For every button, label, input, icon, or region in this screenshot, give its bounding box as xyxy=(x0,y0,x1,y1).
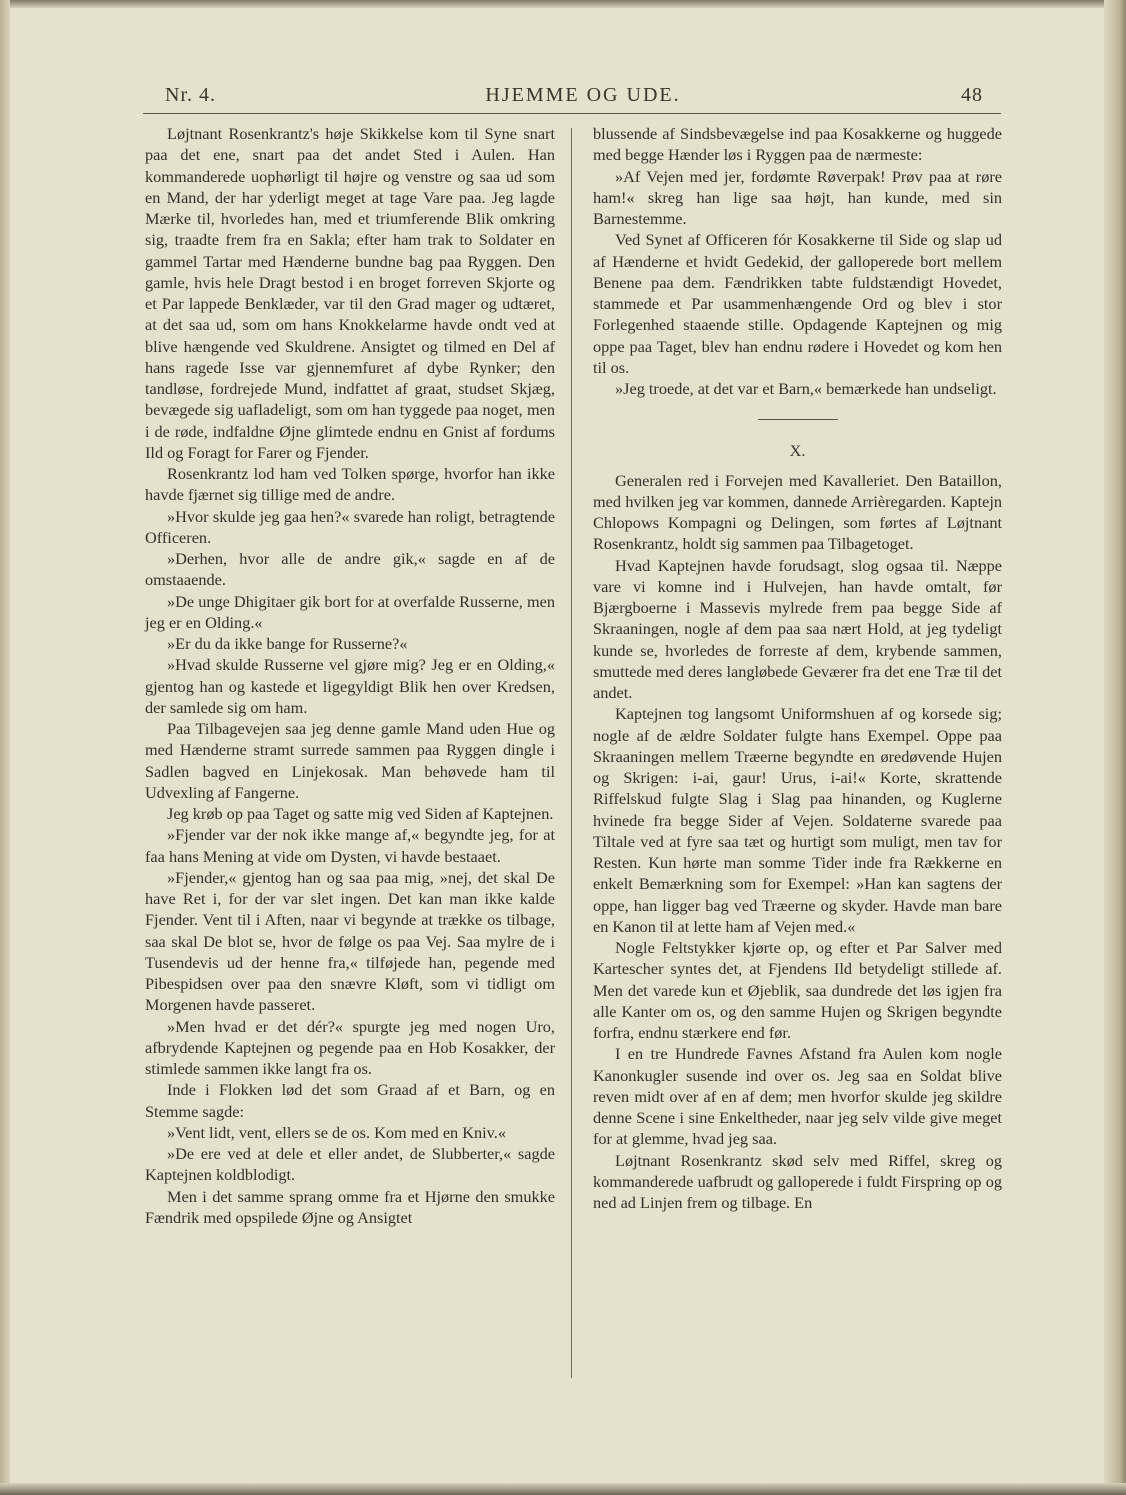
running-header xyxy=(165,84,1001,114)
paragraph: Løjtnant Rosenkrantz's høje Skikkelse kom til Syne snart paa det ene, snart paa det andet Sted i Aulen. Han kommanderede uophørligt til højre og venstre og saa ud som en Mand, der har yderligt meget at tage Vare paa. Jeg lagde Mærke til, hvorledes han, med et triumferende Blik omkring sig, traadte frem fra en Sakla; efter ham trak to Soldater en gammel Tartar med Hænderne bundne bag paa Ryggen. Den gamle, hvis hele Dragt bestod i en broget forreven Skjorte og et Par lappede Benklæder, var til den Grad mager og udtæret, at det saa ud, som om hans Knokkelarme havde ondt ved at blive hængende ved Skuldrene. Ansigtet og tilmed en Del af hans ragede Isse var gjennemfuret af dybe Rynker; den tandløse, fordrejede Mund, indfattet af graat, studset Skjæg, bevægede sig uafladeligt, som om han tyggede paa noget, men i de røde, indfaldne Øjne glimtede endnu en Gnist af fordums Ild og Foragt for Farer og Fjender. xyxy=(145,124,555,462)
paragraph: Generalen red i Forvejen med Kavalleriet. Den Bataillon, med hvilken jeg var kommen, dannede Arrièregarden. Kaptejn Chlopows Kompagni og Delingen, som førtes af Løjtnant Rosenkrantz, holdt sig sammen paa Tilbagetoget. xyxy=(593,470,1002,554)
paragraph: Rosenkrantz lod ham ved Tolken spørge, hvorfor han ikke havde fjærnet sig tillige med de andre. xyxy=(145,464,555,505)
journal-title: HJEMME OG UDE. xyxy=(485,84,681,106)
paragraph: »Men hvad er det dér?« spurgte jeg med nogen Uro, afbrydende Kaptejnen og pegende paa en Hob Kosakker, der stimlede sammen ikke langt fra os. xyxy=(145,1016,555,1078)
paragraph: »Derhen, hvor alle de andre gik,« sagde en af de omstaaende. xyxy=(145,549,555,590)
paragraph: Jeg krøb op paa Taget og satte mig ved Siden af Kaptejnen. xyxy=(167,804,554,823)
paragraph: Men i det samme sprang omme fra et Hjørne den smukke Fændrik med opspilede Øjne og Ansigtet xyxy=(145,1186,555,1227)
chapter-heading: X. xyxy=(789,441,806,461)
page-number: 48 xyxy=(961,84,983,106)
paragraph: »Er du da ikke bange for Russerne?« xyxy=(167,634,408,653)
right-column xyxy=(593,123,1002,1213)
paragraph: »Jeg troede, at det var et Barn,« bemærkede han undseligt. xyxy=(615,379,997,398)
paragraph: Ved Synet af Officeren fór Kosakkerne til Side og slap ud af Hænderne et hvidt Gedekid, der galloperede bort mellem Benene paa dem. Fændrikken tabte fuldstændigt Hovedet, stammede et Par usammenhængende Ord og blev i stor Forlegenhed staaende stille. Opdagende Kaptejnen og mig oppe paa Taget, blev han endnu rødere i Hovedet og kom hen til os. xyxy=(593,230,1002,377)
book-binding-edge xyxy=(0,0,10,1495)
page-bottom-edge xyxy=(0,1483,1126,1495)
paragraph: »De unge Dhigitaer gik bort for at overfalde Russerne, men jeg er en Olding.« xyxy=(145,591,555,632)
paragraph: »Af Vejen med jer, fordømte Røverpak! Prøv paa at røre ham!« skreg han lige saa højt, han kunde, med sin Barnestemme. xyxy=(593,166,1002,228)
paragraph: Løjtnant Rosenkrantz skød selv med Riffel, skreg og kommanderede uafbrudt og galloperede i fuldt Firspring op og ned ad Linjen frem og tilbage. En xyxy=(593,1150,1002,1212)
issue-number: Nr. 4. xyxy=(165,84,216,106)
paragraph: blussende af Sindsbevægelse ind paa Kosakkerne og huggede med begge Hænder løs i Ryggen paa de nærmeste: xyxy=(593,124,1002,165)
page-top-edge xyxy=(0,0,1126,8)
paragraph: Kaptejnen tog langsomt Uniformshuen af og korsede sig; nogle af de ældre Soldater fulgte hans Exempel. Oppe paa Skraaningen mellem Træerne begyndte en øredøvende Hujen og Skrigen: i-ai, gaur! Urus, i-ai!« Korte, skrattende Riffelskud fulgte Slag i Slag paa hinanden, og Kuglerne hvinede fra begge Sider af Vejen. Soldaterne svarede paa Tiltale ved at fyre saa tæt og hurtigt som muligt, men tav for Resten. Kun hørte man somme Tider inde fra Rækkerne en enkelt Bemærkning som for Exempel: »Han kan sagtens der oppe, han ligger bag ved Træerne og skyder. Havde man bare en Kanon til at lette ham af Vejen med.« xyxy=(593,704,1002,936)
page-right-edge xyxy=(1104,0,1126,1495)
left-column xyxy=(145,123,555,1228)
paragraph: Paa Tilbagevejen saa jeg denne gamle Mand uden Hue og med Hænderne stramt surrede sammen paa Ryggen dingle i Sadlen bagved en Linjekosak. Man behøvede ham til Udvexling af Fangerne. xyxy=(145,719,555,802)
paragraph: »Fjender,« gjentog han og saa paa mig, »nej, det skal De have Ret i, for der var slet ingen. Det kan man ikke kalde Fjender. Vent til i Aften, naar vi begynde at trække os tilbage, saa skal De blot se, hvor de følge os paa Vej. Saa mylre de i Tusendevis ud der henne fra,« tilføjede han, pegende med Pibespidsen over paa den snævre Kløft, som vi tidligt om Morgenen havde passeret. xyxy=(145,867,555,1015)
section-separator-rule xyxy=(758,419,838,420)
paragraph: »De ere ved at dele et eller andet, de Slubberter,« sagde Kaptejnen koldblodigt. xyxy=(145,1144,555,1185)
paragraph: »Hvor skulde jeg gaa hen?« svarede han roligt, betragtende Officeren. xyxy=(145,506,555,547)
paragraph: Inde i Flokken lød det som Graad af et Barn, og en Stemme sagde: xyxy=(145,1080,555,1121)
paragraph: Hvad Kaptejnen havde forudsagt, slog ogsaa til. Næppe vare vi komne ind i Hulvejen, han havde omtalt, før Bjærgboerne i Massevis mylrede frem paa begge Side af Skraaningen, nogle af dem paa saa nært Hold, at jeg tydeligt kunde se, hvorledes de forreste af dem, krybende sammen, smuttede med deres langløbede Geværer fra det ene Træ til det andet. xyxy=(593,555,1002,702)
paragraph: I en tre Hundrede Favnes Afstand fra Aulen kom nogle Kanonkugler susende ind over os. Jeg saa en Soldat blive reven midt over af en af dem; men hvorfor skulde jeg skildre denne Scene i sine Enkeltheder, naar jeg selv vilde give meget for at glemme, hvad jeg saa. xyxy=(593,1044,1002,1149)
header-rule xyxy=(143,113,1001,114)
paragraph: »Fjender var der nok ikke mange af,« begyndte jeg, for at faa hans Mening at vide om Dysten, vi havde bestaaet. xyxy=(145,825,555,866)
paragraph: »Hvad skulde Russerne vel gjøre mig? Jeg er en Olding,« gjentog han og kastede et ligegyldigt Blik hen over Kredsen, der samlede sig om ham. xyxy=(145,655,555,717)
paragraph: Nogle Feltstykker kjørte op, og efter et Par Salver med Kartescher syntes det, at Fjendens Ild betydeligt stillede af. Men det varede kun et Øjeblik, saa dundrede det løs igjen fra alle Kanter om os, og den samme Hujen og Skrigen begyndte forfra, endnu stærkere end før. xyxy=(593,938,1002,1042)
column-divider xyxy=(571,128,572,1378)
paragraph: »Vent lidt, vent, ellers se de os. Kom med en Kniv.« xyxy=(167,1122,506,1142)
